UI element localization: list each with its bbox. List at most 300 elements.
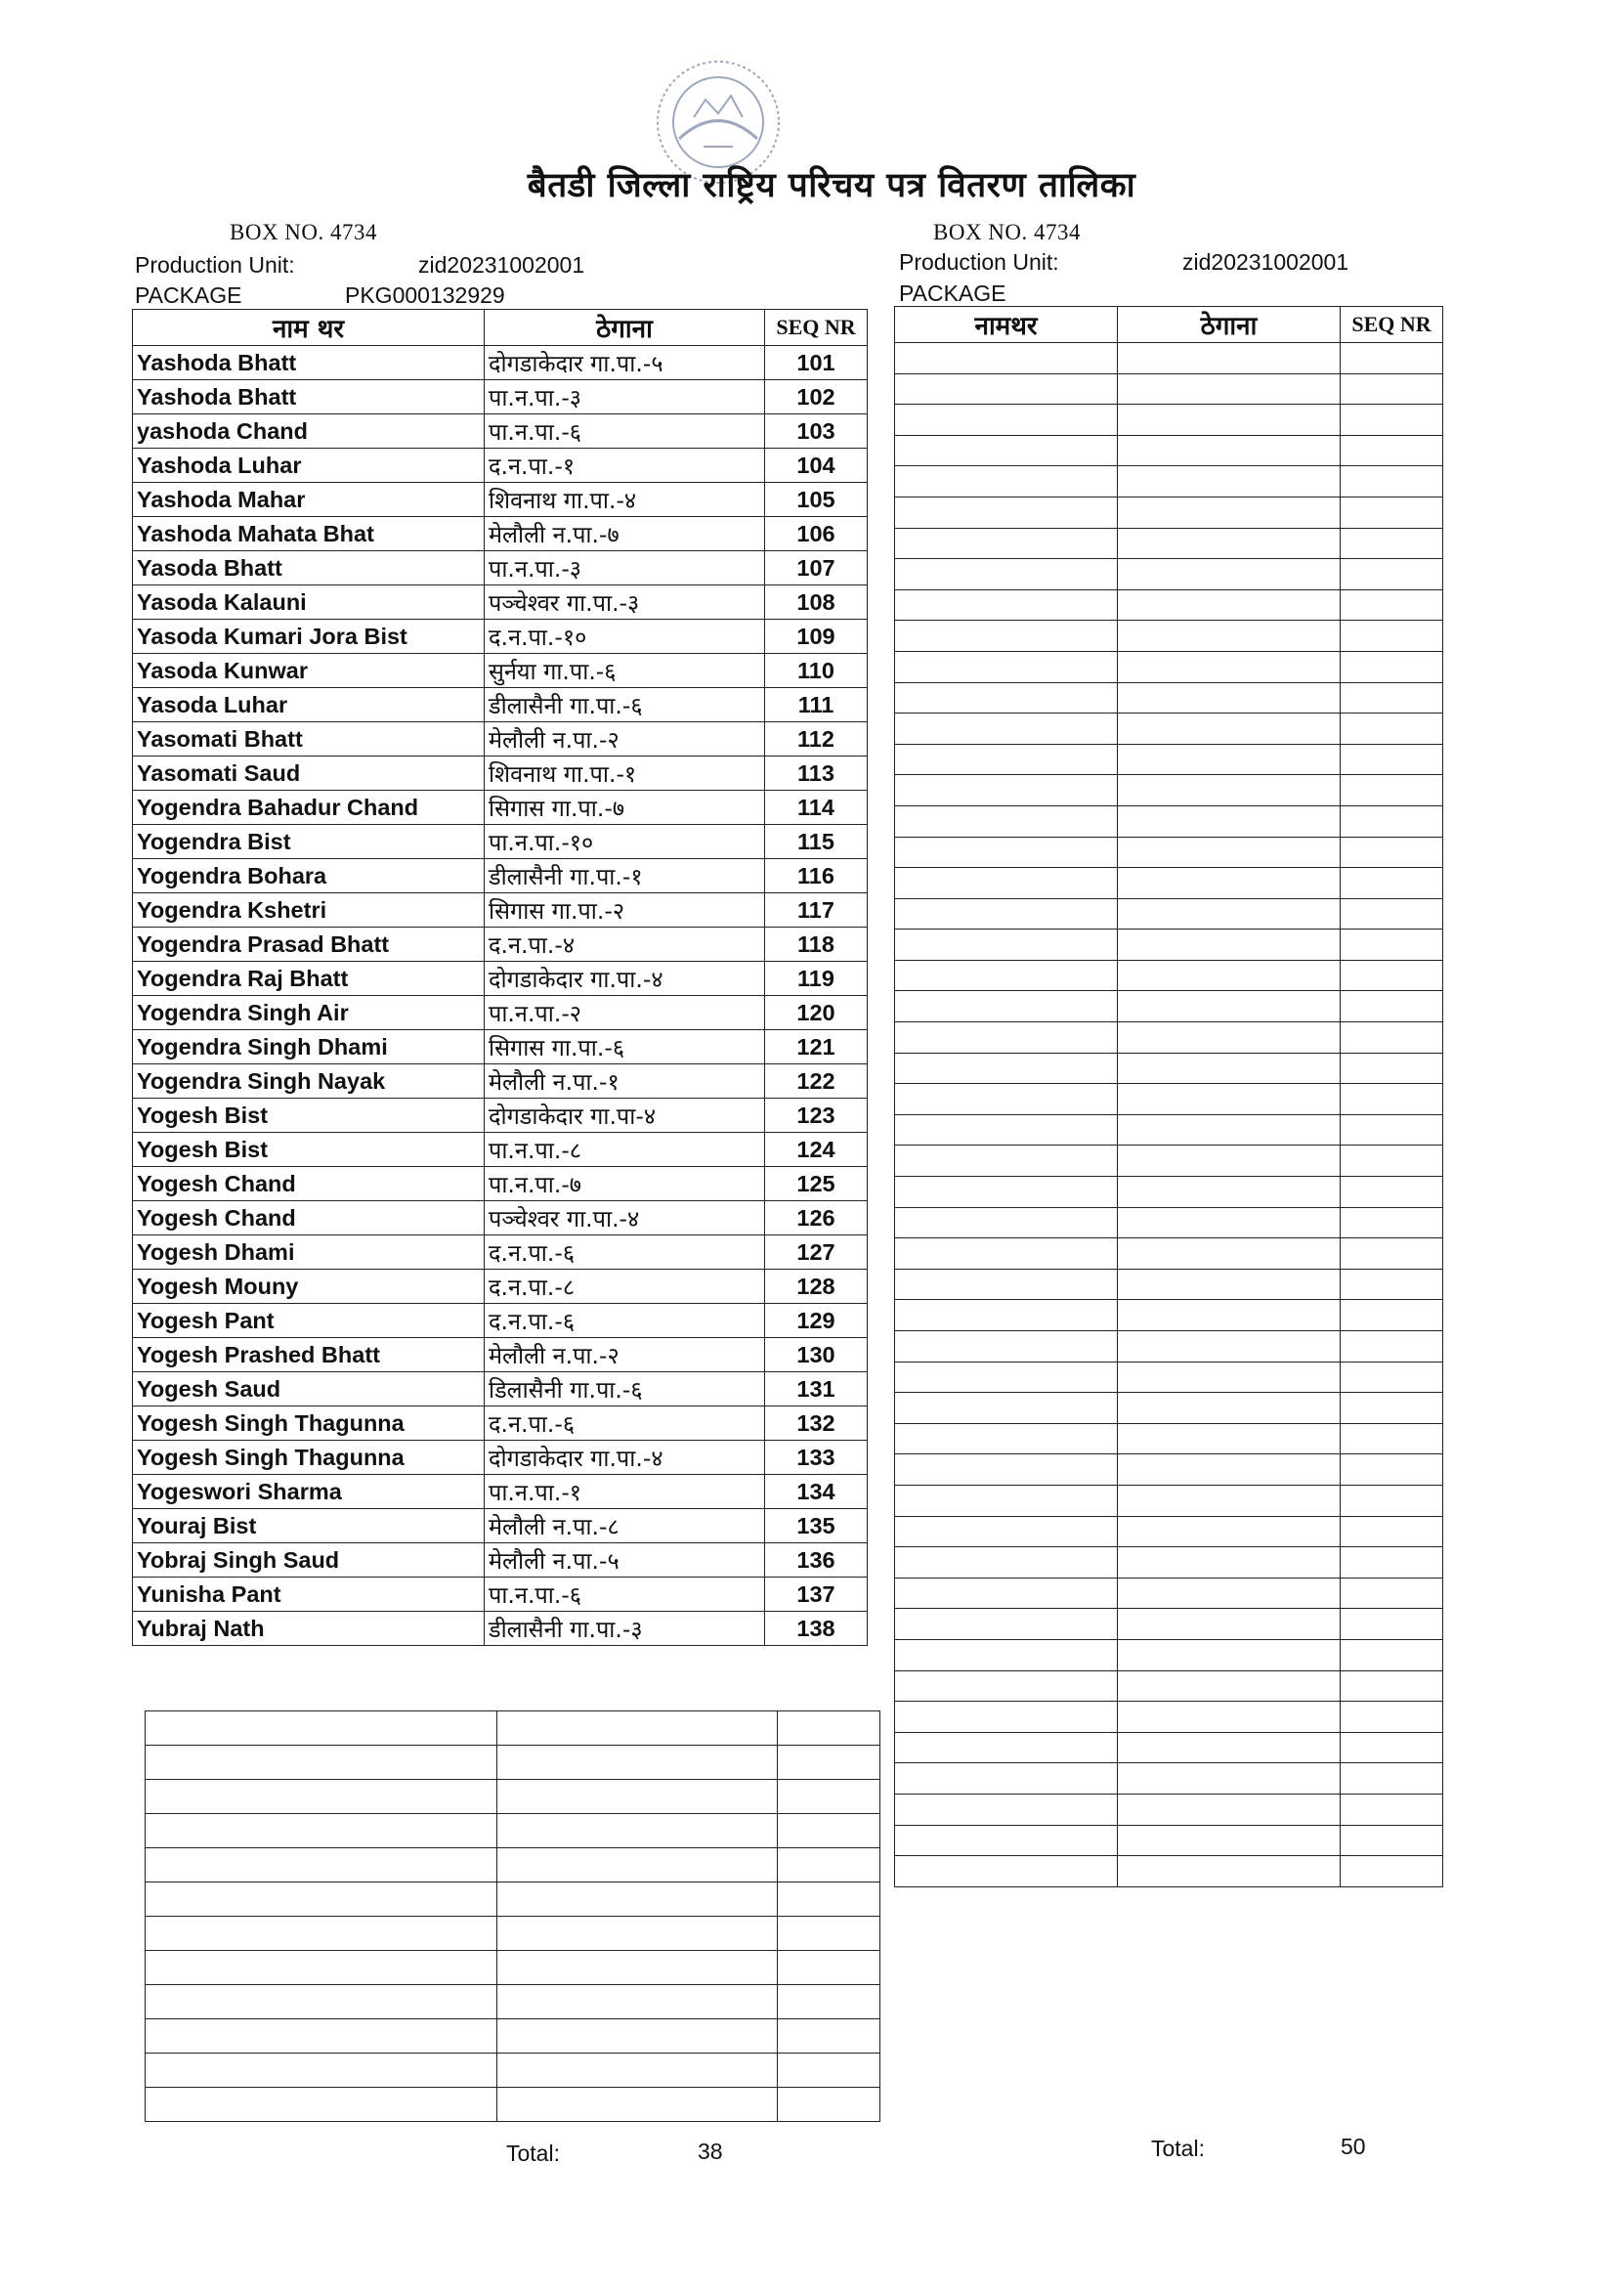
- blank-row: [895, 1084, 1443, 1115]
- row-address: पा.न.पा.-२: [485, 996, 765, 1030]
- blank-cell: [895, 497, 1118, 528]
- blank-cell: [1341, 1825, 1443, 1856]
- blank-cell: [1118, 1146, 1341, 1177]
- blank-cell: [895, 1454, 1118, 1486]
- row-address: मेलौली न.पा.-१: [485, 1064, 765, 1099]
- blank-row: [895, 1146, 1443, 1177]
- blank-cell: [1341, 744, 1443, 775]
- row-name: Yogeswori Sharma: [133, 1475, 485, 1509]
- blank-cell: [1341, 589, 1443, 621]
- table-row: [133, 1475, 868, 1509]
- blank-cell: [1341, 930, 1443, 961]
- blank-cell: [1118, 528, 1341, 559]
- row-seq: 123: [765, 1099, 868, 1133]
- table-row: [133, 791, 868, 825]
- blank-row: [895, 1763, 1443, 1795]
- blank-cell: [1341, 1702, 1443, 1733]
- blank-row: [895, 1856, 1443, 1887]
- blank-cell: [1118, 1269, 1341, 1300]
- blank-row: [895, 775, 1443, 806]
- row-seq: 113: [765, 757, 868, 791]
- row-address: पा.न.पा.-६: [485, 414, 765, 449]
- blank-cell: [1341, 1238, 1443, 1270]
- row-name: Yogendra Kshetri: [133, 893, 485, 928]
- blank-row: [895, 1300, 1443, 1331]
- package-value-left: PKG000132929: [345, 282, 505, 308]
- blank-cell: [497, 1917, 778, 1951]
- blank-row: [895, 744, 1443, 775]
- row-seq: 116: [765, 859, 868, 893]
- blank-cell: [895, 651, 1118, 682]
- row-name: Yogesh Mouny: [133, 1270, 485, 1304]
- blank-cell: [1118, 435, 1341, 466]
- blank-row: [895, 1825, 1443, 1856]
- row-seq: 103: [765, 414, 868, 449]
- blank-cell: [895, 1639, 1118, 1670]
- production-unit-value-right: zid20231002001: [1182, 249, 1349, 275]
- row-address: पा.न.पा.-३: [485, 551, 765, 585]
- blank-cell: [1341, 1794, 1443, 1825]
- table-row: [133, 1030, 868, 1064]
- blank-cell: [895, 405, 1118, 436]
- blank-cell: [1118, 1670, 1341, 1702]
- table-row: [133, 859, 868, 893]
- blank-row: [895, 1423, 1443, 1454]
- box-number-left: BOX NO. 4734: [230, 220, 378, 244]
- table-row: [133, 585, 868, 620]
- blank-cell: [1118, 775, 1341, 806]
- blank-cell: [1118, 1454, 1341, 1486]
- blank-cell: [146, 1951, 497, 1985]
- blank-cell: [146, 2088, 497, 2122]
- blank-cell: [1341, 528, 1443, 559]
- table-row: [133, 825, 868, 859]
- blank-row: [895, 435, 1443, 466]
- row-address: द.न.पा.-६: [485, 1406, 765, 1441]
- distribution-table-left: [132, 309, 868, 1646]
- blank-cell: [778, 2088, 880, 2122]
- distribution-table-right: [894, 306, 1443, 1887]
- blank-cell: [1118, 466, 1341, 498]
- row-seq: 112: [765, 722, 868, 757]
- table-row: [133, 1235, 868, 1270]
- blank-cell: [1118, 1825, 1341, 1856]
- blank-cell: [1118, 682, 1341, 714]
- row-seq: 135: [765, 1509, 868, 1543]
- row-name: Yasoda Luhar: [133, 688, 485, 722]
- blank-cell: [1118, 714, 1341, 745]
- blank-row: [895, 714, 1443, 745]
- row-name: Yogesh Chand: [133, 1201, 485, 1235]
- blank-rows-table-left: [145, 1710, 880, 2122]
- table-row: [133, 1201, 868, 1235]
- table-row: [133, 1064, 868, 1099]
- blank-row: [895, 1331, 1443, 1363]
- row-name: Yashoda Luhar: [133, 449, 485, 483]
- row-name: Yasomati Saud: [133, 757, 485, 791]
- column-header-name: नामथर: [895, 307, 1118, 343]
- blank-cell: [895, 621, 1118, 652]
- blank-cell: [1118, 1207, 1341, 1238]
- row-name: Yashoda Mahar: [133, 483, 485, 517]
- blank-cell: [146, 1882, 497, 1917]
- row-name: Yashoda Bhatt: [133, 380, 485, 414]
- blank-cell: [1341, 1423, 1443, 1454]
- table-row: [133, 414, 868, 449]
- blank-cell: [1341, 373, 1443, 405]
- blank-cell: [1118, 837, 1341, 868]
- blank-cell: [895, 343, 1118, 374]
- blank-cell: [895, 1269, 1118, 1300]
- row-seq: 115: [765, 825, 868, 859]
- blank-cell: [1118, 1485, 1341, 1516]
- blank-cell: [497, 2054, 778, 2088]
- blank-cell: [895, 1485, 1118, 1516]
- row-name: Yogesh Chand: [133, 1167, 485, 1201]
- row-seq: 117: [765, 893, 868, 928]
- table-row: [133, 1543, 868, 1578]
- row-name: Yogesh Pant: [133, 1304, 485, 1338]
- column-header-name: नाम थर: [133, 310, 485, 346]
- blank-cell: [1341, 1732, 1443, 1763]
- blank-row: [895, 1238, 1443, 1270]
- row-name: Yogendra Singh Dhami: [133, 1030, 485, 1064]
- blank-row: [895, 621, 1443, 652]
- blank-cell: [895, 466, 1118, 498]
- column-header-address: ठेगाना: [1118, 307, 1341, 343]
- blank-cell: [895, 1702, 1118, 1733]
- blank-cell: [1118, 930, 1341, 961]
- table-row: [133, 1441, 868, 1475]
- row-address: द.न.पा.-६: [485, 1235, 765, 1270]
- blank-cell: [1118, 1114, 1341, 1146]
- blank-row: [895, 1516, 1443, 1547]
- blank-cell: [1118, 1084, 1341, 1115]
- row-seq: 124: [765, 1133, 868, 1167]
- blank-cell: [895, 1207, 1118, 1238]
- blank-row: [895, 1393, 1443, 1424]
- row-name: yashoda Chand: [133, 414, 485, 449]
- blank-row: [895, 898, 1443, 930]
- blank-cell: [1341, 960, 1443, 991]
- table-row: [133, 1612, 868, 1646]
- row-seq: 119: [765, 962, 868, 996]
- blank-cell: [1118, 497, 1341, 528]
- table-row: [133, 1338, 868, 1372]
- blank-row: [895, 589, 1443, 621]
- blank-cell: [778, 1746, 880, 1780]
- table-row: [133, 1372, 868, 1406]
- blank-cell: [895, 1578, 1118, 1609]
- package-label-right: PACKAGE: [899, 281, 1006, 306]
- blank-cell: [1341, 621, 1443, 652]
- blank-row: [895, 1794, 1443, 1825]
- row-seq: 110: [765, 654, 868, 688]
- blank-row: [146, 1780, 880, 1814]
- row-seq: 102: [765, 380, 868, 414]
- production-unit-label-right: Production Unit:: [899, 249, 1059, 275]
- column-header-seq: SEQ NR: [1341, 307, 1443, 343]
- blank-cell: [1118, 559, 1341, 590]
- blank-cell: [146, 1985, 497, 2019]
- total-label-left: Total:: [506, 2141, 560, 2166]
- blank-cell: [895, 589, 1118, 621]
- blank-cell: [1118, 589, 1341, 621]
- blank-row: [895, 1022, 1443, 1054]
- production-unit-label-left: Production Unit:: [135, 252, 295, 278]
- table-row: [133, 483, 868, 517]
- row-name: Yasoda Kunwar: [133, 654, 485, 688]
- row-name: Yogendra Singh Air: [133, 996, 485, 1030]
- blank-row: [146, 2088, 880, 2122]
- blank-cell: [1341, 1331, 1443, 1363]
- blank-cell: [1341, 1485, 1443, 1516]
- row-seq: 132: [765, 1406, 868, 1441]
- blank-cell: [895, 1022, 1118, 1054]
- page-title: बैतडी जिल्ला राष्ट्रिय परिचय पत्र वितरण तालिका: [527, 166, 1136, 205]
- row-address: पा.न.पा.-७: [485, 1167, 765, 1201]
- row-seq: 133: [765, 1441, 868, 1475]
- blank-cell: [1118, 1702, 1341, 1733]
- blank-cell: [1341, 1639, 1443, 1670]
- row-seq: 134: [765, 1475, 868, 1509]
- blank-cell: [778, 1917, 880, 1951]
- blank-cell: [497, 1746, 778, 1780]
- blank-cell: [1118, 343, 1341, 374]
- blank-cell: [895, 930, 1118, 961]
- column-header-address: ठेगाना: [485, 310, 765, 346]
- row-seq: 126: [765, 1201, 868, 1235]
- row-name: Yogendra Singh Nayak: [133, 1064, 485, 1099]
- blank-cell: [895, 868, 1118, 899]
- row-name: Yasoda Kalauni: [133, 585, 485, 620]
- table-header-row: [895, 307, 1443, 343]
- row-seq: 109: [765, 620, 868, 654]
- blank-row: [146, 2019, 880, 2054]
- total-value-left: 38: [698, 2139, 723, 2164]
- row-name: Yasomati Bhatt: [133, 722, 485, 757]
- blank-row: [895, 960, 1443, 991]
- blank-cell: [778, 1848, 880, 1882]
- blank-cell: [1341, 1609, 1443, 1640]
- row-address: मेलौली न.पा.-५: [485, 1543, 765, 1578]
- row-seq: 105: [765, 483, 868, 517]
- production-unit-value-left: zid20231002001: [418, 252, 585, 278]
- table-row: [133, 551, 868, 585]
- blank-cell: [895, 960, 1118, 991]
- table-row: [133, 517, 868, 551]
- row-seq: 129: [765, 1304, 868, 1338]
- blank-cell: [146, 1711, 497, 1746]
- blank-cell: [146, 1814, 497, 1848]
- blank-cell: [895, 559, 1118, 590]
- blank-cell: [1118, 1794, 1341, 1825]
- row-name: Yogesh Saud: [133, 1372, 485, 1406]
- row-seq: 125: [765, 1167, 868, 1201]
- blank-cell: [895, 373, 1118, 405]
- row-name: Yasoda Bhatt: [133, 551, 485, 585]
- blank-cell: [497, 1848, 778, 1882]
- row-seq: 137: [765, 1578, 868, 1612]
- blank-cell: [146, 1746, 497, 1780]
- blank-cell: [1118, 744, 1341, 775]
- blank-cell: [1341, 1516, 1443, 1547]
- row-address: शिवनाथ गा.पा.-४: [485, 483, 765, 517]
- blank-row: [895, 868, 1443, 899]
- blank-cell: [895, 1238, 1118, 1270]
- blank-cell: [1118, 621, 1341, 652]
- row-address: द.न.पा.-४: [485, 928, 765, 962]
- blank-cell: [895, 1423, 1118, 1454]
- row-address: डीलासैनी गा.पा.-६: [485, 688, 765, 722]
- blank-cell: [895, 991, 1118, 1022]
- blank-cell: [1118, 1362, 1341, 1393]
- blank-cell: [895, 1794, 1118, 1825]
- blank-row: [146, 1711, 880, 1746]
- blank-cell: [1118, 1639, 1341, 1670]
- row-address: सिगास गा.पा.-६: [485, 1030, 765, 1064]
- row-address: पा.न.पा.-१०: [485, 825, 765, 859]
- row-address: पा.न.पा.-१: [485, 1475, 765, 1509]
- row-address: मेलौली न.पा.-७: [485, 517, 765, 551]
- blank-cell: [1341, 1856, 1443, 1887]
- blank-cell: [895, 1516, 1118, 1547]
- blank-cell: [1341, 497, 1443, 528]
- blank-cell: [1341, 714, 1443, 745]
- row-name: Yogesh Singh Thagunna: [133, 1406, 485, 1441]
- row-name: Yashoda Bhatt: [133, 346, 485, 380]
- blank-cell: [895, 837, 1118, 868]
- blank-cell: [895, 1763, 1118, 1795]
- row-address: डीलासैनी गा.पा.-१: [485, 859, 765, 893]
- blank-cell: [1118, 1238, 1341, 1270]
- table-row: [133, 928, 868, 962]
- blank-row: [895, 930, 1443, 961]
- blank-row: [895, 1269, 1443, 1300]
- blank-row: [895, 1547, 1443, 1579]
- blank-cell: [1118, 1732, 1341, 1763]
- blank-cell: [895, 1393, 1118, 1424]
- blank-cell: [497, 2088, 778, 2122]
- blank-cell: [895, 682, 1118, 714]
- table-row: [133, 996, 868, 1030]
- blank-cell: [778, 1882, 880, 1917]
- blank-cell: [895, 1547, 1118, 1579]
- table-row: [133, 620, 868, 654]
- blank-row: [895, 1207, 1443, 1238]
- blank-row: [146, 1985, 880, 2019]
- blank-cell: [895, 1146, 1118, 1177]
- row-address: सुर्नया गा.पा.-६: [485, 654, 765, 688]
- blank-row: [895, 837, 1443, 868]
- blank-row: [895, 1702, 1443, 1733]
- blank-cell: [1118, 1578, 1341, 1609]
- row-name: Yogendra Bahadur Chand: [133, 791, 485, 825]
- row-address: मेलौली न.पा.-२: [485, 1338, 765, 1372]
- table-row: [133, 380, 868, 414]
- blank-row: [895, 1114, 1443, 1146]
- blank-cell: [1118, 991, 1341, 1022]
- blank-cell: [1118, 1516, 1341, 1547]
- blank-cell: [895, 775, 1118, 806]
- blank-row: [895, 1053, 1443, 1084]
- blank-row: [895, 528, 1443, 559]
- blank-row: [895, 405, 1443, 436]
- row-address: शिवनाथ गा.पा.-१: [485, 757, 765, 791]
- row-address: पञ्चेश्वर गा.पा.-३: [485, 585, 765, 620]
- row-address: द.न.पा.-८: [485, 1270, 765, 1304]
- blank-cell: [1118, 805, 1341, 837]
- row-address: सिगास गा.पा.-२: [485, 893, 765, 928]
- table-header-row: [133, 310, 868, 346]
- blank-cell: [1118, 1053, 1341, 1084]
- row-seq: 104: [765, 449, 868, 483]
- blank-row: [146, 1848, 880, 1882]
- blank-cell: [1118, 960, 1341, 991]
- blank-cell: [895, 744, 1118, 775]
- table-row: [133, 1578, 868, 1612]
- blank-cell: [895, 1362, 1118, 1393]
- row-name: Yogendra Bist: [133, 825, 485, 859]
- row-seq: 121: [765, 1030, 868, 1064]
- row-seq: 106: [765, 517, 868, 551]
- blank-cell: [1118, 1763, 1341, 1795]
- row-name: Yogendra Bohara: [133, 859, 485, 893]
- blank-cell: [1341, 898, 1443, 930]
- blank-row: [895, 1578, 1443, 1609]
- blank-cell: [895, 898, 1118, 930]
- blank-row: [895, 373, 1443, 405]
- row-name: Yasoda Kumari Jora Bist: [133, 620, 485, 654]
- table-row: [133, 722, 868, 757]
- blank-cell: [1341, 1146, 1443, 1177]
- blank-cell: [1341, 1670, 1443, 1702]
- blank-cell: [895, 1300, 1118, 1331]
- blank-cell: [1341, 1578, 1443, 1609]
- row-name: Yogendra Prasad Bhatt: [133, 928, 485, 962]
- total-value-right: 50: [1341, 2134, 1366, 2159]
- row-address: द.न.पा.-१०: [485, 620, 765, 654]
- blank-cell: [1341, 435, 1443, 466]
- row-seq: 128: [765, 1270, 868, 1304]
- blank-cell: [895, 1825, 1118, 1856]
- table-row: [133, 757, 868, 791]
- table-row: [133, 1509, 868, 1543]
- row-name: Yunisha Pant: [133, 1578, 485, 1612]
- row-seq: 108: [765, 585, 868, 620]
- row-address: पा.न.पा.-६: [485, 1578, 765, 1612]
- table-row: [133, 1406, 868, 1441]
- blank-cell: [1341, 775, 1443, 806]
- row-address: मेलौली न.पा.-२: [485, 722, 765, 757]
- blank-cell: [895, 528, 1118, 559]
- row-address: दोगडाकेदार गा.पा.-४: [485, 1441, 765, 1475]
- blank-cell: [895, 1856, 1118, 1887]
- blank-cell: [1341, 1362, 1443, 1393]
- table-row: [133, 654, 868, 688]
- table-row: [133, 1270, 868, 1304]
- row-address: डीलासैनी गा.पा.-३: [485, 1612, 765, 1646]
- blank-cell: [778, 1951, 880, 1985]
- blank-row: [895, 1177, 1443, 1208]
- row-seq: 107: [765, 551, 868, 585]
- blank-cell: [146, 1917, 497, 1951]
- blank-cell: [1341, 1300, 1443, 1331]
- blank-row: [895, 651, 1443, 682]
- row-seq: 130: [765, 1338, 868, 1372]
- row-name: Yogesh Dhami: [133, 1235, 485, 1270]
- blank-cell: [497, 1882, 778, 1917]
